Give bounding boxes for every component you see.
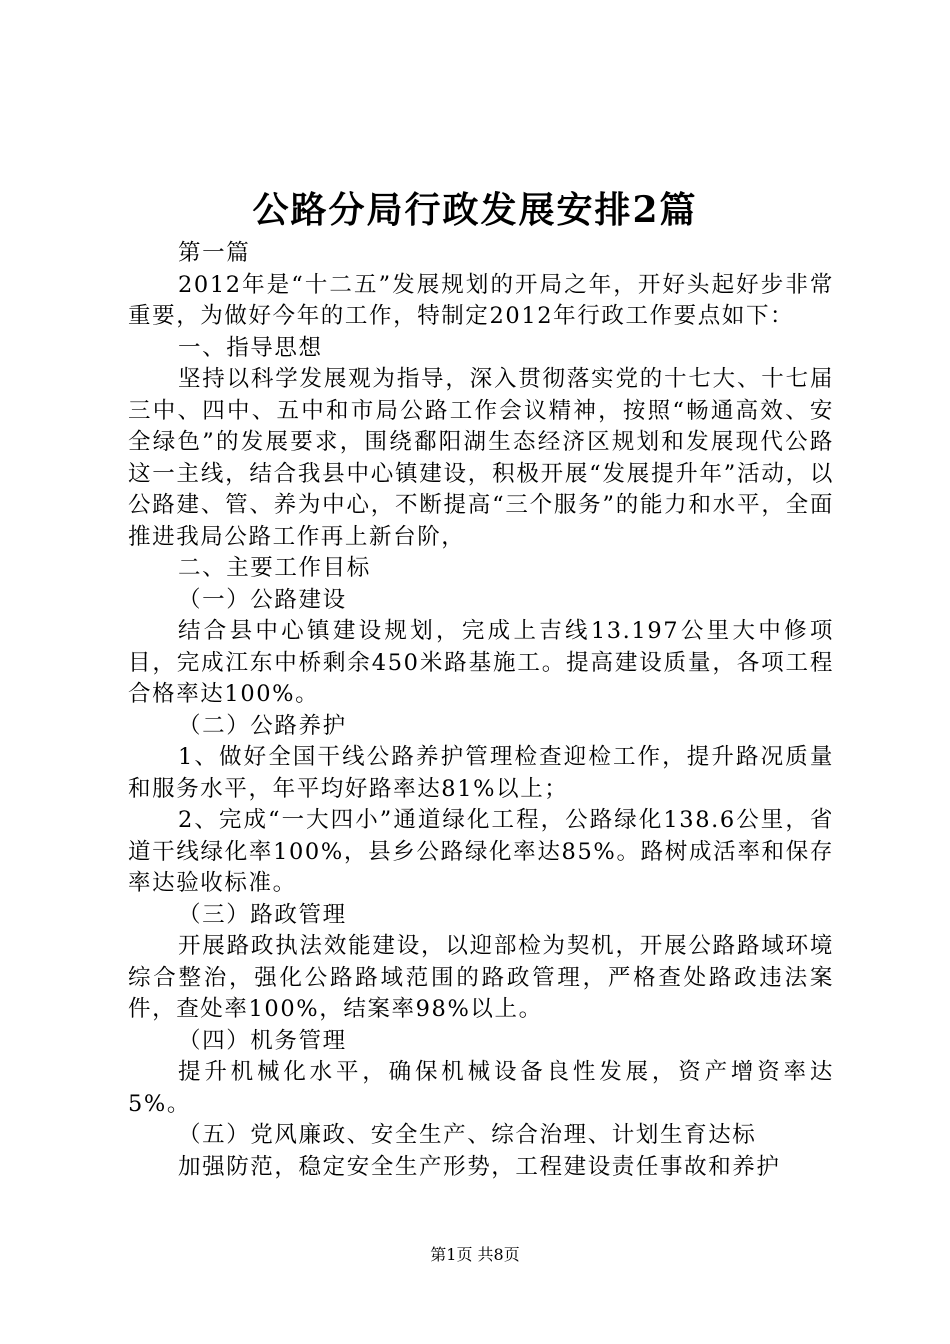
maintenance-item-2: 2、完成“一大四小”通道绿化工程，公路绿化138.6公里，省道干线绿化率100%，县乡公路绿化率达85%。路树成活率和保存率达验收标准。 <box>128 807 834 896</box>
document-body <box>128 238 834 1183</box>
intro-paragraph: 2012年是“十二五”发展规划的开局之年，开好头起好步非常重要，为做好今年的工作，特制定2012年行政工作要点如下： <box>128 271 834 329</box>
subheading-road-construction: （一）公路建设 <box>178 586 347 613</box>
subheading-road-administration: （三）路政管理 <box>178 901 347 928</box>
guiding-ideology-paragraph: 坚持以科学发展观为指导，深入贯彻落实党的十七大、十七届三中、四中、五中和市局公路工作会议精神，按照“畅通高效、安全绿色”的发展要求，围绕鄱阳湖生态经济区规划和发展现代公路这一主线，结合我县中心镇建设，积极开展“发展提升年”活动，以公路建、管、养为中心，不断提高“三个服务”的能力和水平，全面推进我局公路工作再上新台阶， <box>128 366 834 550</box>
subheading-machinery-management: （四）机务管理 <box>178 1027 347 1054</box>
document-title: 公路分局行政发展安排2篇 <box>252 189 698 231</box>
heading-main-goals: 二、主要工作目标 <box>178 555 371 581</box>
page-number-footer: 第1页 共8页 <box>430 1245 520 1264</box>
road-administration-paragraph: 开展路政执法效能建设，以迎部检为契机，开展公路路域环境综合整治，强化公路路域范围的路政管理，严格查处路政违法案件，查处率100%，结案率98%以上。 <box>128 933 834 1022</box>
heading-guiding-ideology: 一、指导思想 <box>178 334 323 361</box>
party-safety-paragraph: 加强防范，稳定安全生产形势，工程建设责任事故和养护 <box>178 1153 781 1180</box>
section-label: 第一篇 <box>178 240 251 266</box>
maintenance-item-1: 1、做好全国干线公路养护管理检查迎检工作，提升路况质量和服务水平，年平均好路率达81%以上； <box>128 744 834 802</box>
road-construction-paragraph: 结合县中心镇建设规划，完成上吉线13.197公里大中修项目，完成江东中桥剩余450米路基施工。提高建设质量，各项工程合格率达100%。 <box>128 618 834 707</box>
subheading-party-safety: （五）党风廉政、安全生产、综合治理、计划生育达标 <box>178 1122 757 1148</box>
machinery-management-paragraph: 提升机械化水平，确保机械设备良性发展，资产增资率达5%。 <box>128 1059 834 1117</box>
subheading-road-maintenance: （二）公路养护 <box>178 712 347 739</box>
